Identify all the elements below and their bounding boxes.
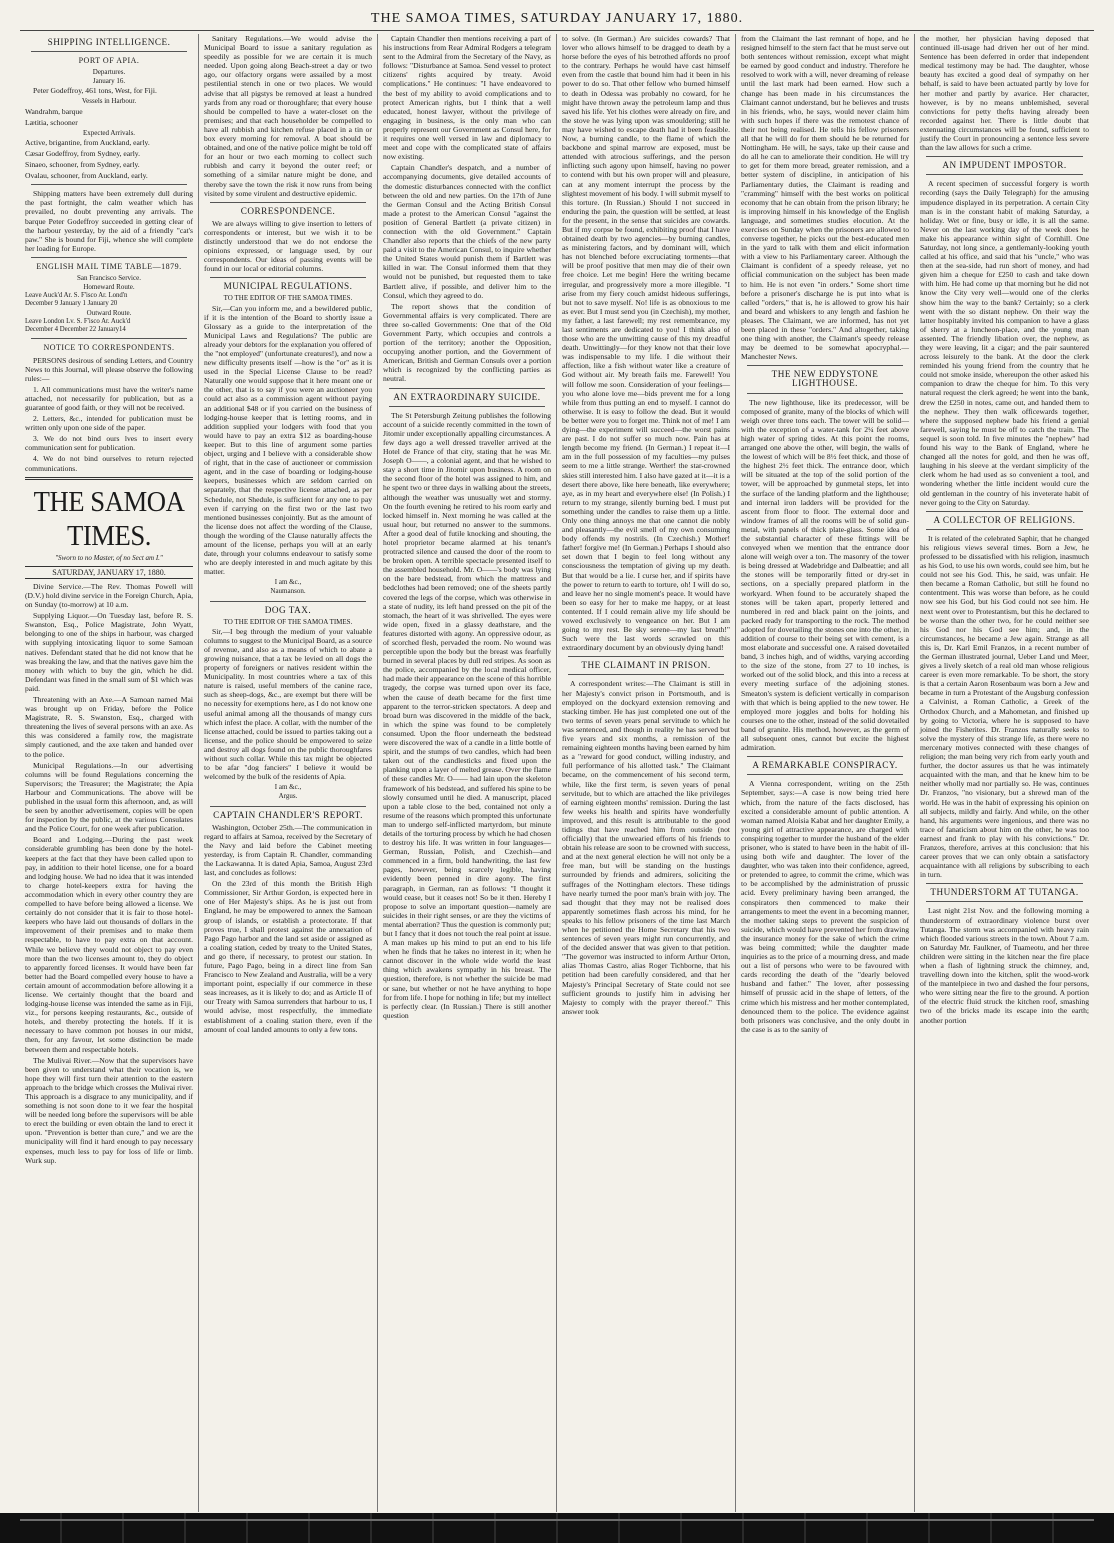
divider bbox=[210, 202, 366, 203]
divider bbox=[210, 601, 366, 602]
port-heading: PORT OF APIA. bbox=[78, 56, 140, 66]
letter-body: Sir,—I beg through the medium of your valuable columns to suggest to the Municipal Board, as a source of revenue, and also as a means of which to abate a growing nuisance, that a tax be levied on all dogs the property of foreigners or natives resident within the Municipality. In most countries where a tax of this nature is raised, useful members of the canine race, such as sheep-dogs, &c., are exempt but there will be no necessity for exemptions here, as I do not know one useful animal among all the thousands of mangy curs which infest the place. A collar, with the number of the license attached, could be issued to parties taking out a license, and the police should be empowered to seize and destroy all dogs found on the public thoroughfares without such collar. While this tax might be objected to be afar "dog fanciers" I believe it would be welcomed by the bulk of the residents of Apia. bbox=[204, 626, 372, 782]
divider bbox=[926, 883, 1083, 884]
signoff: I am &c., bbox=[274, 578, 302, 587]
harbour-heading: Vessels in Harbour. bbox=[81, 97, 137, 106]
expected-entry: Cæsar Godeffroy, from Sydney, early. bbox=[25, 148, 141, 158]
article-paragraph: A recent specimen of successful forgery is worth recording (says the Daily Telegraph) for the amusing impudence displayed in its perpetration. A certain City man is in the constant habit of making Saturday, a holiday. Wet or fine, busy or idle, it is all the same. Never on the last working day of the week does he make his appearance within sight of Cornhill. One Saturday, not long since, a gentlemanly-looking youth called at his office, and said that his "uncle," who was then at the sea-side, had run short of money, and had given him a cheque for £250 to cash and take down with him. He had come up that morning but he did not know the City very well—would one of the clerks show him the way to the bank? Certainly; so a clerk went with the so distant nephew. On their way the latter hospitably invited his companion to have a glass of sherry at a luncheon-place, and the young man assented. The friendly libation over, the nephew, as they were leaving, lit a cigar; and the pair sauntered across leisurely to the bank. At the door the clerk reminded his young friend from the country that he could not smoke inside, whereupon the other asked his companion to draw the cheque for him. To this very natural request the clerk agreed; he went into the bank, drew the £250 in notes, came out, and handed them to the nephew. They then walk officewards together, where the supposed nephew bade his friend a genial farewell, saying he must be off to catch the train. The sequel is soon told. In five minutes the "nephew" had found his way to the Bank of England, where he changed all the notes for gold, and then he was off, laughing in his sleeve at the verdant simplicity of the clerk whom he had used as so convenient a tool, and wondering whether the little incident would cure the old gentleman in the country of his inveterate habit of never going to the City on Saturday. bbox=[920, 179, 1089, 507]
schedule-row: Leave London Lv. S. F'isco Ar. Auck'd bbox=[25, 317, 131, 325]
divider bbox=[926, 156, 1083, 157]
divider bbox=[25, 477, 193, 480]
header-title: THE SAMOA TIMES, SATURDAY JANUARY 17, 1880. bbox=[370, 11, 744, 26]
signoff: I am &c., bbox=[274, 783, 302, 792]
column-6 bbox=[915, 34, 1094, 1512]
local-item: Board and Lodging.—During the past week considerable grumbling has been done by the hotel-keepers at the fact that they have been called upon to pay, in addition to their hotel license, one for a board and lodging house. We had no idea that it was intended to charge hotel-keepers extra for having the accommodation which in every other country they are compelled to have before being allowed a license. We certainly do not consider that it is fair to those hotel-keepers who have laid out thousands of dollars in the improvement of their premises and to make them respectable, to have to pay extra on that account. While we believe they would not object to pay even more than the two licenses amount to, they do object to apparently forced licenses. It would have been far better had the Board compelled every house to have a certain amount of accommodation before allowing it a license. We certainly thought that the board and lodging-house license was intended the same as in Fiji, viz., for persons keeping restaurants, &c., outside of hotels, and thereby protecting the hotels. If it is necessary to have common pot houses in our midst, then, for any favour, let some distinction be made between them and respectable hotels. bbox=[25, 835, 193, 1054]
article-paragraph: from the Claimant the last remnant of hope, and he resigned himself to the stern fact that he must serve out both sentences without remission, except what might be earned by good conduct and industry. Therefore he resolved to work with a will, never dreaming of release until the last mark had been earned. How such a change has been made in his circumstances the Claimant cannot understand, but he believes and trusts in his friends, who, he says, would never claim him with such hopes if there was the remotest chance of their not being realised. He tells his fellow prisoners all that he will do for them should he be returned for Nottingham. He will, he says, take up their cause and do all he can to ameliorate their condition. He will try to get for them more bread, greater remission, and a better system of discipline, in anticipation of his Parliamentary duties, the Claimant is reading and "cramming" himself with the best works on political economy that he can obtain from the prison library; he is improving himself in his knowledge of the English language, and sometimes studies elocution. At the exercises on Sunday when the prisoners are allowed to converse together, he picks out the best-educated men in the yard to talk with them and elicit information with a view to his Parliamentary career. Although the Claimant is confident of a speedy release, yet no official communication on the subject has been made to him. He is not even "in orders." Some short time before a prisoner's discharge he is put into what is called "orders," that is, he is allowed to grow his hair and beard and whiskers to any length and fashion he pleases. The Claimant, we are informed, has not yet been placed in these "orders." And altogether, taking one thing with another, the Claimant's speedy release may be deemed to be somewhat apocryphal.—Manchester News. bbox=[741, 34, 909, 362]
divider bbox=[568, 674, 724, 675]
signer: Naumanson. bbox=[270, 587, 306, 596]
harbour-entry: Lætitia, schooner bbox=[25, 117, 78, 127]
article-paragraph: Captain Chandler then mentions receiving a part of his instructions from Rear Admiral Rodgers a telegram sent to the Admiral from the Secretary of the Navy, as follows: "Disturbance at Samoa. Send vessel to protect citizens' rights acquired by treaty. Avoid complications." He continues: "I have endeavored to the best of my ability to avoid complications and to protect American rights, but I think that a well educated, honest lawyer, without the privilege of engaging in business, is the only man who can properly represent our Government as Consul here, for it requires one well versed in law and diplomacy to meet and cope with the complicated state of affairs now existing. bbox=[383, 34, 551, 162]
divider bbox=[31, 257, 187, 258]
sanitary-paragraph: Sanitary Regulations.—We would advise the Municipal Board to issue a sanitary regulation as speedily as possible for we are certain it is much needed. Upon going along Beach-street a day or two ago, our olfactory organs were assailed by a most pestilential stench in one or two places. We would advise that all pigstys be removed at least a hundred yards from any road or thoroughfare; that every house should be compelled to have a water-closet on the premises; and that each householder be compelled to have all rubbish and kitchen refuse placed in a tin or box every morning for removal. A boat should be obtained, and one of the native police might be told off for an hour or two each morning to collect such rubbish and carry it beyond the outer reef; or something of a similar nature might be done, and thereby save the town the risk it now runs from being visited by some virulent and destructive epidemic. bbox=[204, 34, 372, 198]
divider bbox=[926, 529, 1083, 530]
article-paragraph: A correspondent writes:—The Claimant is still in her Majesty's convict prison in Portsmouth, and is employed on the dockyard extension removing and stacking timber. He has just completed one out of the two terms of seven years penal servitude to which he was sentenced, and though in reality he has served but five years and six months, a remission of the remaining eighteen months having been earned by him as a "reward for good conduct, willing industry, and full performance of his allotted task." The Claimant became, on the commencement of his second term, while, like the first term, is seven years of penal servitude, but to which are attached the like privileges of earning eighteen months' remission. During the last few weeks his health and spirits have wonderfully improved, and this result is attributable to the good tidings that have reached him from outside (not officially) that the unwearied efforts of his friends to obtain his release are soon to be crowned with success, and at the next general election he will not only be a free man, but will be standing on the hustings surrounded by friends and admirers, soliciting the suffrages of the Nottingham electors. These tidings have nearly turned the poor man's brain with joy. The sad thought that they may not be realised does apparently sometimes flash across his mind, for he speaks to his fellow prisoners of the time last March when he petitioned the Home Secretary that his two sentences of seven years might run concurrently, and of the decided answer that was given to that petition. "The governor was instructed to inform Arthur Orton, alias Thomas Castro, alias Roger Tichborne, that his petition had been carefully considered, and that her Majesty's Principal Secretary of State could not see sufficient grounds to justify him in advising her Majesty to comply with the prayer thereof." This answer took bbox=[562, 679, 730, 1016]
scan-edge-stripe bbox=[20, 1519, 1094, 1521]
local-item: Divine Service.—The Rev. Thomas Powell will (D.V.) hold divine service in the Foreign Church, Apia, on Sunday (to-morrow) at 10 a.m. bbox=[25, 581, 193, 610]
dogtax-heading: DOG TAX. bbox=[264, 604, 312, 615]
impostor-heading: AN IMPUDENT IMPOSTOR. bbox=[942, 160, 1067, 171]
article-paragraph: On the 23rd of this month the British High Commissioner, Sir Arthur Gordon, is expected here in one of Her Majesty's ships. As he is just out from England, he may be empowered to annex the Samoan group of islands, or establish a protectorate. If that proves true, I shall protest against the annexation of Pago Pago harbor and the land set aside or assigned as a coaling station, ceded by treaty to the United States, and go there, if necessary, to protest our station. In future, Pago Pago, being in a direct line from San Francisco to New Zealand and Australia, will be a very important point, especially if our commerce in these seas increases, as it is likely to do; and as Article II of our Treaty with Samoa surrenders that harbour to us, I would advise, most respectfully, the immediate establishment of a coaling station there, even if the amount of coal landed amounts to only a few tons. bbox=[204, 879, 372, 1034]
divider bbox=[389, 406, 545, 407]
notice-rule: 4. We do not bind ourselves to return rejected communications. bbox=[25, 454, 193, 473]
expected-entry: Active, brigantine, from Auckland, early. bbox=[25, 137, 150, 147]
column-3 bbox=[378, 34, 557, 1512]
letter-body: Sir,—Can you inform me, and a bewildered public, if it is the intention of the Board to shortly issue a Glossary as a guide to the interpretation of the Municipal Laws and Regulations? The public are already your debtors for the explanation you offered of the "not employed" (unfortunate creatures!), and now a new difficulty presents itself —how is the "or" as it is used in the Special License Clause to be read? Naturally one would suppose that it here meant one or the other, that is to say if you were an auctioneer you could act also as a commission agent without paying an additional $48 or if you carried on the business of lodging-house keeper that is letting rooms, and in addition supplied your lodgers with food that you would have to pay an extra $12 as boarding-house keeper. But to this line of argument some parties object, urging and I believe with a considerable show of right, that in the case of auctioneer or commission agent, and in the case of boarding or lodging-house keepers, businesses which are seldom carried on separately, that the respective license attached, as per Schedule, not Shedule, is sufficient for any one to pay even if carrying on the first two or the last two mentioned businesses conjointly. But as the amount of the license does not affect the wording of the Clause, though the wording of the Clause naturally affects the amount of the license, perhaps you will at an early date, through your columns endeavour to satisfy some who are deeply interested in and much agitate by this matter. bbox=[204, 303, 372, 577]
eddystone-heading: THE NEW EDDYSTONE LIGHTHOUSE. bbox=[771, 369, 879, 389]
article-paragraph: to solve. (In German.) Are suicides cowards? That lover who allows himself to be dragged to death by a horse before the eyes of his betrothed affords no proof to the contrary. Perhaps he would have cast himself even from the castle that bound him had it been in his power to do so. That other fellow who burned himself to death in Odessa was probably no coward, for he might have thrown away the petroleum lamp and thus saved his life. Yet his clothes were already on fire, and the stove he was lying upon was smouldering; still he may have wished to escape death had it been feasible. Now, a burning candle, to the flame of which the backbone and spinal marrow are exposed, must be attended with atrocious sufferings, and the person inflicting such agony upon himself, having no power to contend with but his own proper will and pleasure, can at any moment interrupt the process by the slightest movement of his body. I will submit myself to this torture. (In Russian.) Should I not succeed in enduring the pain, the question will be settled, at least for the present, in the sense that suicides are cowards. But if my corpse be found, exhibiting proof that I have obtained death by two agencies—by burning candles, as ministering factors, and by dominant will, which has not blenched before excruciating torments—that will be proof positive that men may die of their own free choice. Let me begin! Here the writing became irregular, and progressively more a more illegible. "I arise from my fiery couch amidst hideous sufferings, but not to save myself. No! life is as obnoxious to me as ever. But I must send you (in Czechish), my mother, my father, a last farewell; my rest remembrance, my last sentiments are dedicated to you! I think also of those who are the unwitting cause of this my dreadful death. Unwittingly—for they know not that their love was indispensable to my life. I die without their affection, like a fish without water like a creature of God without air. My breath fails me. Farewell! You will follow me soon. Consideration of your feelings—you who alone love me—bids prevent me for a long while from thus putting an end to myself. I cannot do otherwise. It is easy to follow the dead. But it would be better were you to forget me. Think not of me! I am dying—the experiment will succeed—the worst pains are past. I do not suffer so much now. Pain has at length become my friend. (In German.) I repeat it—I am in the full possession of my faculties—my pulses seem to me a little strange. Werther! the star-crowned skies still interested him. I also have gazed at it—it is a desert there above, like here beneath, like everywhere; aye, as in my heart and everywhere else! (In Polish.) I return to my strange, silently burning bed. I must put something under the candles to raise them up a little. Only one thing annoys me that one cannot die nobly and pleasantly—the evil smell of my own consuming body offends my nostrils. (In Czechish.) Mother! father! forgive me! (In German.) Perhaps I should also set down that I begin to feel long without any consciousness the temptation of giving up my death. But that would be a lie. I curse her, and if spirits have the power to return to earth to torture, oh! I will do so, and leave her no single moment's peace. It would have been so easy for her to make me happy, or at least contented. If I could remain alive my life should be vowed exclusively to vengeance on her. But I am going to my rest. Be sky serene—my last breath!" Such were the last words scrawled on this extraordinary document by an obviously dying hand! bbox=[562, 34, 730, 653]
divider bbox=[747, 774, 903, 775]
shipping-heading: SHIPPING INTELLIGENCE. bbox=[47, 37, 171, 47]
to-editor: TO THE EDITOR OF THE SAMOA TIMES. bbox=[223, 617, 353, 626]
divider bbox=[747, 756, 903, 757]
shipping-paragraph: Shipping matters have been extremely dull during the past fortnight, the calm weather which has prevailed, no doubt preventing any arrivals. The barque Peter Godeffroy succeeded in getting clear of the harbour yesterday, by the aid of a friendly "cat's paw." She is bound for Fiji, whence she will complete her loading for Europe. bbox=[25, 189, 193, 253]
article-paragraph: Washington, October 25th.—The communication in regard to affairs at Samoa, received by the Secretary of the Navy and laid before the Cabinet meeting yesterday, is from Captain R. Chandler, commanding the Lackawanna. It is dated Apia, Samoa, August 23rd last, and concludes as follows: bbox=[204, 822, 372, 878]
schedule-row: Leave Auck'd Ar. S. F'isco Ar. Lond'n bbox=[25, 292, 128, 300]
homeward-heading: Homeward Route. bbox=[83, 283, 135, 292]
chandler-heading: CAPTAIN CHANDLER'S REPORT. bbox=[213, 809, 363, 820]
local-item: Municipal Regulations.—In our advertising columns will be found Regulations concerning the Supervisors; the Treasurer; the Magistrate; the Apia Harbour and Communications. The above will be published in the usual form this afternoon, and, as will be seen by another advertisement, copies will be open for inspection by the public, at the various Consulates and the Police Court, for one week after publication. bbox=[25, 760, 193, 834]
to-editor: TO THE EDITOR OF THE SAMOA TIMES. bbox=[223, 294, 353, 303]
article-paragraph: Last night 21st Nov. and the following morning a thunderstorm of extraordinary violence burst over Tutanga. The storm was accompanied with heavy rain which flooded various streets in the town. About 7 a.m. on Saturday Mr. Faulkner, of Tuameotu, and her three children were sitting in the kitchen near the fire place when a flash of lightning struck the chimney, and, travelling down into the kitchen, split the wood-work of the mantelpiece in two and dashed the four persons, who were sitting near the fire to the ground. A portion of the electric fluid struck the kitchen roof, smashing two of the bricks made its escape into the earth; another portion bbox=[920, 906, 1089, 1025]
scan-edge-bar bbox=[0, 1513, 1114, 1543]
divider bbox=[210, 806, 366, 807]
departures-heading: Departures. bbox=[92, 68, 126, 77]
correspondence-heading: CORRESPONDENCE. bbox=[240, 205, 336, 216]
departures-date: January 16. bbox=[92, 77, 126, 86]
article-paragraph: the mother, her physician having deposed that continued ill-usage had driven her out of her mind. Sentence has been deferred in order that independent medical testimony may be had. The daughter, whose beauty has excited a good deal of sympathy on her behalf, is said to have been actuated partly by love for her mother and partly by avarice. Her character, however, is by no means unblemished, several convictions for petty thefts having already been recorded against her. There is little doubt that extenuating circumstances will be found, sufficient to justify the Court in pronouncing a sentence less severe than the law allows for such a crime. bbox=[920, 34, 1089, 153]
notice-rule: 1. All communications must have the writer's name attached, not necessarily for publication, but as a guarantee of good faith, or they will not be received. bbox=[25, 384, 193, 412]
column-4 bbox=[557, 34, 736, 1512]
outward-heading: Outward Route. bbox=[86, 308, 132, 317]
masthead: THE SAMOA TIMES. bbox=[33, 485, 185, 552]
divider bbox=[926, 901, 1083, 902]
mail-subheading: San Francisco Service. bbox=[77, 273, 141, 282]
article-paragraph: The report shows that the condition of Governmental affairs is very complicated. There are three so-called Governments: One that of the Old Government Party, which occupies and controls a portion of the territory; another the Opposition, occupying another portion, and the Government of American, British and German Consuls over a portion which is recognized by the conflicting parties as neutral. bbox=[383, 301, 551, 384]
expected-heading: Expected Arrivals. bbox=[82, 128, 136, 137]
conspiracy-heading: A REMARKABLE CONSPIRACY. bbox=[752, 760, 898, 771]
article-paragraph: A Vienna correspondent, writing on the 25th September, says:—A case is now being tried here which, from the nature of the facts disclosed, has excited a considerable amount of public attention. A woman named Aloisia Kabat and her daughter Emily, a young girl of attractive appearance, are charged with conspiring together to murder the husband of the elder prisoner, who is stated to have been in the habit of ill-using both wife and daughter. The lover of the daughter, who was taken into their confidence, agreed, or pretended to agree, to commit the crime, which was to be accomplished by the administration of prussic acid. Every preliminary having been arranged, the conspirators then commenced to make their arrangements to meet the event in a becoming manner, the mother taking steps to prevent the suspicion of suicide, which would have prevented her from drawing the insurance money for the sake of which the crime was being committed; while the daughter made inquiries as to the price of a mourning dress, and made out a list of persons who were to be favoured with cards recording the death of the "dearly beloved husband and father." The lover, after possessing himself of prussic acid in the shape of letters, of the crime which his mistress and her mother contemplated, denounced them to the police. The evidence against both prisoners was conclusive, and the only doubt in the case is as to the sanity of bbox=[741, 779, 909, 1034]
signer: Argus. bbox=[278, 792, 298, 801]
harbour-entry: Wandrahm, barque bbox=[25, 106, 83, 116]
mail-schedule-homeward bbox=[25, 292, 193, 309]
divider bbox=[926, 174, 1083, 175]
suicide-heading: AN EXTRAORDINARY SUICIDE. bbox=[393, 391, 541, 402]
notice-heading: NOTICE TO CORRESPONDENTS. bbox=[43, 343, 175, 353]
column-2 bbox=[199, 34, 378, 1512]
notice-rule: 2. Letters, &c., intended for publication must be written only upon one side of the paper. bbox=[25, 414, 193, 433]
divider bbox=[31, 51, 187, 52]
mail-heading: ENGLISH MAIL TIME TABLE—1879. bbox=[36, 261, 182, 271]
local-item: Supplying Liquor.—On Tuesday last, before R. S. Swanston, Esq., Police Magistrate, John Wyatt, belonging to one of the ships in harbour, was charged with supplying intoxicating liquor to some Samoan natives. Defendant stated that he did not know that he was breaking the law, and that the natives gave him the money with which to buy the gin, which he did. Defendant was fined in the small sum of $1 which was paid. bbox=[25, 611, 193, 693]
municipal-heading: MUNICIPAL REGULATIONS. bbox=[223, 281, 353, 292]
divider bbox=[210, 277, 366, 278]
departure-entry: Peter Godeffroy, 461 tons, West, for Fiji. bbox=[33, 86, 157, 96]
divider bbox=[568, 656, 724, 657]
article-paragraph: It is related of the celebrated Saphir, that he changed his religious views several times. Born a Jew, he professed to be dissatisfied with his religion, inasmuch as his God, to use his own words, could see him, but he could not see his God. This, he said, was unfair. He then became a Roman Catholic, but still he found no contentment. This was worse than before, as he could now see his God, but his God could not see him. He next went over to Protestantism, but this he declared to be worse than the other two, for he could neither see his God nor his God see him; and, in the circumstances, he became a Jew again. Strange as all this is, Dr. Karl Emil Franzos, in a recent number of the German illustrated journal, Ueber Land und Meer, gives a lively sketch of a real old man whose religious career is even more remarkable. To be short, the story is that a certain Aaron Rosenbaum was born a Jew and became in turn a Protestant of the Augsburg confession a Calvinist, a Roman Catholic, a Greek of the Orthodox Church, and a Mahometan, and finished up by going to Victoria, where he is supposed to have joined the Fisherites. Dr. Franzos naturally seeks to solve the mystery of this strange life, as there were no mercenary motives connected with these changes of religion; the man being very rich from early youth and further, the doctor assures us that he was intimately acquainted with the man, and that he knew him to be neither wholly mad nor partially so. He was, continues Dr. Franzos, "no visionary, but a shrewd man of the world. He was in the habit of expressing his opinion on all subjects, mildly and fairly. And while, on the other hand, his arguments were ingenious, and there was no trace of fanaticism about him on the other, he was too earnest and frank to play with his convictions." Dr. Franzos, therefore, arrives at this conclusion: that his career proves that we can only obtain a satisfactory acquaintance with all religions by subscribing to each in turn. bbox=[920, 533, 1089, 880]
page-header bbox=[20, 8, 1094, 31]
expected-entry: Sinaeo, schooner, from Sydney, early. bbox=[25, 160, 140, 170]
article-paragraph: The new lighthouse, like its predecessor, will be composed of granite, many of the blocks of which will weigh over three tons each. The tower will be solid—with the exception of a water-tank for 2¼ feet above high water of spring tides. At this point the rooms, arranged one above the other, will begin, the walls of the lowest of which will be 8½ feet thick, and those of the highest 2½ feet thick. The entrance door, which will be situated at the top of the solid portion of the tower, will be approached by gunmetal steps, let into the surface of the landing platform and the lighthouse; and internal iron ladders will be provided for the ascent from floor to floor. The external door and window frames of all the rooms will be of solid gun-metal, with panels of thick plate-glass. Some idea of the substantial character of these fittings will be conveyed when we mention that the entrance door alone will weigh over a ton. The masonry of the tower is being dressed at Wadebridge and Dalbeattie; and all the stones will be temporarily fitted or dry-set in sections, on a specially prepared platform in the workyard. When found to be accurately shaped the stones will be taken apart, properly lettered and numbered in red and black paint on the joints, and packed ready for transporting to the rock. The method adopted for dovetailing the stones one into the other, in addition of course to their being set with cement, is a most elaborate and successful one. A raised dovetailed band, 3 inches high, and of widths, varying according to the size of the stone, from 27 to 10 inches, is worked out of the solid block, and this into a recess at every meeting surface of the adjoining stones. Smeaton's system is deficient vertically in comparison with that which is being applied to the new tower. He employed more joggles and bolts for holding his courses one to the other, instead of the solid dovetailed band of granite. His method, however, as the germ of all subsequent ones, cannot but excite the highest admiration. bbox=[741, 397, 909, 753]
article-paragraph: Captain Chandler's despatch, and a number of accompanying documents, give detailed accounts of the domestic disturbances connected with the conflict between the old and new parties. On the 17th of June the German Consul and the Acting British Consul made a protest to the American Consul "against the position of General Bartlett (a private citizen) in connection with the old Government." Captain Chandler also reports that the chiefs of the new party paid a visit to the American Consul, to inquire whether the United States would punish them if Bartlett was killed in war. The Consul informed them that they would not be punished, but requested them to take Bartlett alive, if possible, and deliver him to the Consul, which they agreed to do. bbox=[383, 163, 551, 300]
divider bbox=[31, 184, 187, 185]
motto: "Sworn to no Master, of no Sect am I." bbox=[55, 553, 163, 562]
schedule-row: December 4 December 22 January14 bbox=[25, 326, 126, 334]
divider bbox=[31, 338, 187, 339]
mail-schedule-outward bbox=[25, 318, 193, 335]
collector-heading: A COLLECTOR OF RELIGIONS. bbox=[933, 514, 1076, 525]
article-paragraph: The St Petersburgh Zeitung publishes the following account of a suicide recently committed in the town of Jitomir under exceptionally appalling circumstances. A few days ago a well dressed traveller arrived at the Hotel de France of that city, stating that he was Mr. Joseph O——, a colonial agent, and that he wished to stay a short time in Jitomir upon business. A room on the second floor of the hotel was assigned to him, and he spent two or three days in walking about the streets, although the weather was unusually wet and stormy. On the fourth evening he retired to his room early and locked himself in. Next morning he was called at the usual hour, but returned no answer to the summons. After a good deal of futile knocking and shouting, the hotel proprietor became alarmed at his tenant's protracted silence and caused the door of the room to be broken open. A terrible spectacle presented itself to the assembled household. Mr. O——'s body was lying on the bare bedstead, from which the mattress and bedclothes had been removed; one of the sheets partly covered the legs of the corpse, which was otherwise in a state of nudity, its left hand pressed on the pit of the stomach, the heart of it was shrivelled. The eyes were wide open, fixed in a glassy deathstare, and the features distorted with agony. An oppressive odour, as of scorched flesh, pervaded the room. No wound was perceptible upon the body but the breast was fearfully burned in several places by dull red stripes. As soon as the police, accompanied by the local medical officer, had made their appearance on the scene of this horrible tragedy, the corpse was turned upon over its face, when the cause of death became for the first time apparent to the terror-stricken spectators. A deep and broad burn was discovered in the middle of the back, in which the spine was found to be completely consumed. Upon the floor underneath the bedstead were discovered the wax of a candle in a little bottle of spirit, and the stumps of two candles, which had been taken out of the candlesticks and fixed upon the planking upon a layer of melted grease. Over the flame of these candles Mr. O—— had lain upon the skeleton framework of his bedstead, and suffered his spine to be slowly consumed until he died. A manuscript, placed upon a table close to the bed, contained not only a resume of the reasons which prompted this unfortunate man to undergo self-inflicted martyrdom, but minute details of the torturing process by which he had chosen to destroy his life. It was written in four languages—German, Russian, Polish, and Czechish—and commenced in a firm, bold handwriting, the last few pages, however, being scarcely legible, having evidently been penned in dire agony. The first paragraph, in German, ran as follows: "I thought it would cease, but it ceases not! So be it then. Hereby I propose to solve an important question—namely are suicides in their right senses, or are they the victims of mental aberration? Thus the question is commonly put; but I fancy that it does not touch the real point at issue. A man makes up his mind to put an end to his life when he finds that he takes no interest in it; when he cannot discover in the whole wide world the least thing which awakens sympathy in his breast. The question, therefore, is not whether the suicide be mad or sane, but whether or not he have anything to hope for from life. I hope for nothing in life; but my intellect is perfectly clear. (In Russian.) There is still another question bbox=[383, 410, 551, 1020]
local-item: Threatening with an Axe.—A Samoan named Mai was brought up on Friday, before the Police Magistrate, R. S. Swanston, Esq., charged with threatening the lives of several persons with an axe. As this was considered a family row, the magistrate simply cautioned, and the axe taken and handed over to the police. bbox=[25, 694, 193, 759]
column-5 bbox=[736, 34, 915, 1512]
schedule-row: December 9 January 1 January 20 bbox=[25, 300, 118, 308]
notice-paragraph: PERSONS desirous of sending Letters, and Country News to this Journal, will please observe the following rules:— bbox=[25, 355, 193, 383]
divider bbox=[926, 511, 1083, 512]
newspaper-columns bbox=[20, 34, 1094, 1512]
notice-rule: 3. We do not bind ours lves to insert every communication sent for publication. bbox=[25, 434, 193, 453]
thunderstorm-heading: THUNDERSTORM AT TUTANGA. bbox=[930, 887, 1079, 898]
column-1 bbox=[20, 34, 199, 1512]
dateline: SATURDAY, JANUARY 17, 1880. bbox=[25, 566, 193, 579]
divider bbox=[389, 388, 545, 389]
expected-entry: Ovalau, schooner, from Auckland, early. bbox=[25, 171, 148, 181]
claimant-heading: THE CLAIMANT IN PRISON. bbox=[581, 660, 711, 671]
divider bbox=[747, 393, 903, 394]
correspondence-note: We are always willing to give insertion to letters of correspondents or interest, but we wish it to be distinctly understood that we do not endorse the opinions expressed, or language used, by our correspondents. Our ideas of passing events will be found in our local or editorial columns. bbox=[204, 218, 372, 274]
local-item: The Mulivai River.—Now that the supervisors have been given to understand what their vocation is, we hope they will first turn their attention to the eastern approach to the bridge which crosses the Mulivai river. This approach is a disgrace to any municipality, and if something is not soon done to it we fear the hospital will be needed long before the supervisors will be able to erect the building or even obtain the land to erect it upon. "Prevention is better than cure," and we are the municipality will find it hard enough to pay necessary expenses, much less to pay for loss of life or limb. Wurk sup. bbox=[25, 1055, 193, 1165]
divider bbox=[747, 365, 903, 366]
